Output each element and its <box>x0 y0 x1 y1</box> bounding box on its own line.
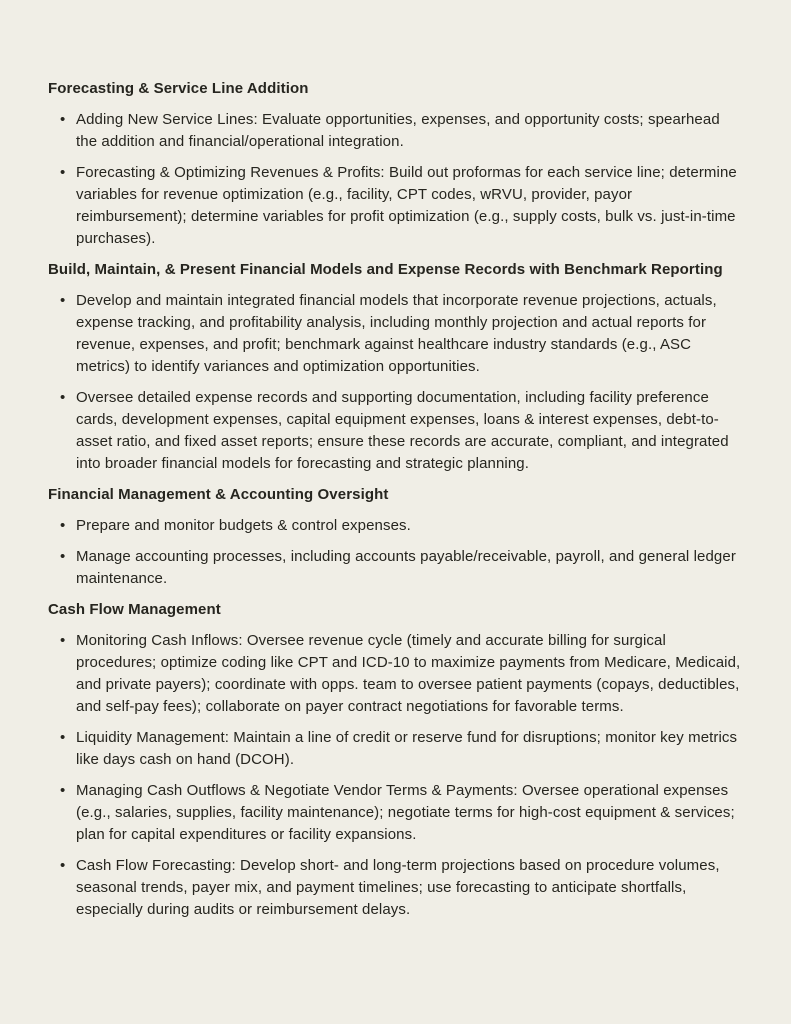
bullet-item: • Adding New Service Lines: Evaluate opportunities, expenses, and opportunity costs; spearhead the addition and financial/operational integration. <box>76 109 743 153</box>
section-forecasting-service-line <box>48 78 743 250</box>
section-financial-management-accounting <box>48 484 743 590</box>
bullet-list <box>48 515 743 590</box>
bullet-item: • Liquidity Management: Maintain a line of credit or reserve fund for disruptions; monitor key metrics like days cash on hand (DCOH). <box>76 727 743 771</box>
section-financial-models-benchmark <box>48 259 743 475</box>
bullet-item: • Prepare and monitor budgets & control expenses. <box>76 515 743 537</box>
bullet-item: • Monitoring Cash Inflows: Oversee revenue cycle (timely and accurate billing for surgical procedures; optimize coding like CPT and ICD-10 to maximize payments from Medicare, Medicaid, and private payers); coordinate with opps. team to oversee patient payments (copays, deductibles, and self-pay fees); collaborate on payer contract negotiations for favorable terms. <box>76 630 743 718</box>
bullet-item: • Oversee detailed expense records and supporting documentation, including facility preference cards, development expenses, capital equipment expenses, loans & interest expenses, debt-to-asset ratio, and fixed asset reports; ensure these records are accurate, compliant, and integrated into broader financial models for forecasting and strategic planning. <box>76 387 743 475</box>
bullet-item: • Develop and maintain integrated financial models that incorporate revenue projections, actuals, expense tracking, and profitability analysis, including monthly projection and actual reports for revenue, expenses, and profit; benchmark against healthcare industry standards (e.g., ASC metrics) to identify variances and optimization opportunities. <box>76 290 743 378</box>
bullet-list <box>48 290 743 475</box>
section-heading: Build, Maintain, & Present Financial Models and Expense Records with Benchmark Reporting <box>48 261 723 278</box>
bullet-list <box>48 109 743 250</box>
bullet-item: • Forecasting & Optimizing Revenues & Profits: Build out proformas for each service line; determine variables for revenue optimization (e.g., facility, CPT codes, wRVU, provider, payor reimbursement); determine variables for profit optimization (e.g., supply costs, bulk vs. just-in-time purchases). <box>76 162 743 250</box>
bullet-item: • Cash Flow Forecasting: Develop short- and long-term projections based on procedure volumes, seasonal trends, payer mix, and payment timelines; use forecasting to anticipate shortfalls, especially during audits or reimbursement delays. <box>76 855 743 921</box>
section-heading: Cash Flow Management <box>48 601 221 618</box>
section-heading: Forecasting & Service Line Addition <box>48 80 309 97</box>
section-cash-flow-management <box>48 599 743 921</box>
section-heading: Financial Management & Accounting Oversight <box>48 486 389 503</box>
bullet-item: • Managing Cash Outflows & Negotiate Vendor Terms & Payments: Oversee operational expenses (e.g., salaries, supplies, facility maintenance); negotiate terms for high-cost equipment & services; plan for capital expenditures or facility expansions. <box>76 780 743 846</box>
bullet-item: • Manage accounting processes, including accounts payable/receivable, payroll, and general ledger maintenance. <box>76 546 743 590</box>
bullet-list <box>48 630 743 921</box>
